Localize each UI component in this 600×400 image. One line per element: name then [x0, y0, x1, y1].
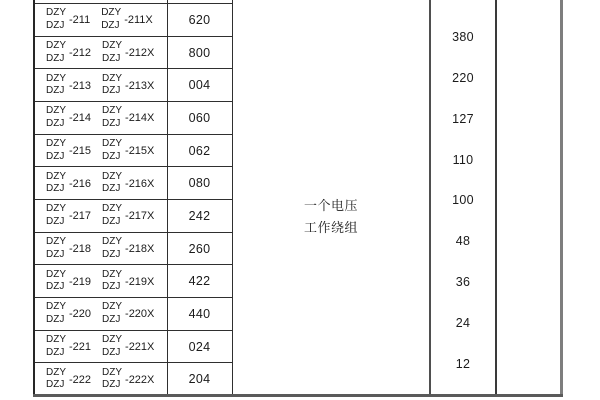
model-base — [46, 138, 91, 163]
model-prefix-bottom: DZJ — [46, 117, 65, 129]
voltage-value: 12 — [455, 357, 471, 372]
table-row — [35, 265, 232, 298]
voltage-value: 127 — [452, 111, 474, 126]
model-prefix-top: DZY — [46, 301, 66, 313]
model-base — [46, 236, 91, 261]
model-cell — [35, 167, 167, 199]
model-prefix-top: DZY — [102, 40, 123, 51]
table-row — [35, 4, 232, 37]
model-suffix-x: -221X — [125, 341, 155, 354]
model-suffix-x: -213X — [125, 79, 155, 92]
model-suffix: -220 — [69, 308, 92, 321]
model-suffix: -212 — [69, 47, 92, 59]
model-suffix: -217 — [69, 210, 92, 223]
model-prefix-top: DZY — [102, 301, 123, 313]
model-prefix-bottom: DZJ — [102, 183, 121, 195]
model-suffix: -219 — [69, 275, 92, 288]
table-border-right — [560, 0, 563, 396]
winding-label-line2: 工作绕组 — [303, 220, 358, 235]
model-prefix-top: DZY — [102, 72, 123, 84]
model-prefix-top: DZY — [46, 236, 66, 248]
code-cell: 080 — [188, 176, 211, 191]
model-x-variant — [102, 40, 154, 65]
code-cell: 062 — [188, 143, 211, 158]
model-prefix-bottom: DZJ — [46, 248, 65, 260]
model-x-variant — [102, 236, 154, 261]
model-suffix-x: -214X — [125, 112, 155, 125]
model-prefix-bottom: DZJ — [46, 19, 65, 31]
model-cell — [35, 102, 167, 134]
model-suffix-x: -222X — [125, 373, 155, 386]
model-x-variant — [102, 269, 154, 294]
model-base — [46, 105, 91, 130]
model-prefix-bottom: DZJ — [102, 281, 121, 293]
model-prefix-top: DZY — [102, 236, 123, 248]
table-row — [35, 102, 232, 135]
model-base — [46, 301, 91, 326]
model-prefix-top: DZY — [46, 40, 66, 51]
model-prefix-bottom: DZJ — [102, 346, 121, 358]
model-prefix-bottom: DZJ — [102, 248, 121, 260]
model-prefix-bottom: DZJ — [102, 313, 121, 325]
model-suffix: -218 — [69, 243, 92, 256]
model-x-variant — [102, 73, 154, 98]
code-cell: 800 — [188, 45, 211, 60]
model-cell — [35, 331, 167, 363]
model-x-variant — [102, 203, 154, 228]
model-prefix-bottom: DZJ — [102, 150, 121, 162]
model-x-variant — [102, 301, 154, 326]
model-prefix-bottom: DZJ — [46, 183, 65, 195]
model-base — [46, 7, 90, 32]
model-prefix-top: DZY — [46, 366, 66, 378]
model-suffix-x: -212X — [125, 47, 155, 59]
voltage-value: 36 — [455, 275, 471, 290]
model-prefix-bottom: DZJ — [102, 215, 121, 227]
model-prefix-top: DZY — [46, 268, 66, 280]
code-cell: 620 — [188, 12, 211, 27]
code-cell: 422 — [188, 274, 211, 289]
model-prefix-bottom: DZJ — [102, 117, 121, 129]
model-suffix-x: -211X — [124, 14, 153, 27]
model-cell — [35, 233, 167, 265]
model-suffix: -214 — [69, 112, 92, 125]
model-prefix-top: DZY — [102, 105, 123, 117]
model-base — [46, 73, 91, 98]
table-row — [35, 69, 232, 102]
model-cell — [35, 298, 167, 330]
model-prefix-bottom: DZJ — [101, 19, 120, 31]
code-cell: 440 — [188, 306, 211, 321]
model-suffix: -211 — [69, 14, 91, 27]
model-suffix: -213 — [69, 79, 92, 92]
model-prefix-bottom: DZJ — [102, 52, 121, 64]
voltage-value: 110 — [452, 152, 474, 167]
model-prefix-bottom: DZJ — [46, 379, 65, 391]
model-prefix-bottom: DZJ — [102, 85, 121, 97]
model-base — [46, 40, 91, 65]
table-row — [35, 135, 232, 168]
model-prefix-bottom: DZJ — [46, 346, 65, 358]
code-cell: 024 — [188, 339, 211, 354]
model-prefix-bottom: DZJ — [46, 150, 65, 162]
model-base — [46, 334, 91, 359]
model-prefix-top: DZY — [102, 334, 123, 346]
model-prefix-top: DZY — [46, 7, 66, 19]
model-prefix-top: DZY — [46, 203, 66, 215]
model-prefix-top: DZY — [46, 105, 66, 117]
model-prefix-bottom: DZJ — [46, 281, 65, 293]
winding-label-line1: 一个电压 — [303, 198, 358, 213]
model-x-variant — [102, 138, 154, 163]
table-row — [35, 200, 232, 233]
model-rows — [35, 3, 232, 395]
model-cell — [35, 363, 167, 395]
model-prefix-top: DZY — [46, 72, 66, 84]
model-suffix: -216 — [69, 177, 92, 190]
model-base — [46, 171, 91, 196]
model-cell — [35, 69, 167, 101]
model-prefix-top: DZY — [101, 7, 122, 19]
model-suffix-x: -218X — [125, 243, 155, 256]
table-row — [35, 167, 232, 200]
model-prefix-top: DZY — [46, 138, 66, 150]
model-x-variant — [102, 334, 154, 359]
model-cell — [35, 37, 167, 69]
model-cell — [35, 265, 167, 297]
code-cell: 242 — [188, 208, 211, 223]
code-cell: 204 — [188, 372, 211, 387]
model-prefix-top: DZY — [102, 268, 123, 280]
model-prefix-top: DZY — [102, 366, 123, 378]
voltage-value: 220 — [452, 70, 474, 85]
model-prefix-top: DZY — [102, 170, 123, 182]
model-suffix-x: -220X — [125, 308, 155, 321]
table-row — [35, 233, 232, 266]
model-base — [46, 269, 91, 294]
table-row — [35, 298, 232, 331]
model-prefix-top: DZY — [102, 138, 123, 150]
model-suffix-x: -219X — [125, 275, 155, 288]
model-prefix-bottom: DZJ — [46, 85, 65, 97]
voltage-column — [431, 7, 495, 394]
voltage-value: 380 — [452, 29, 474, 44]
voltage-value: 24 — [455, 316, 471, 331]
code-cell: 060 — [188, 110, 211, 125]
model-x-variant — [102, 367, 154, 392]
table-row — [35, 363, 232, 395]
model-base — [46, 203, 91, 228]
table-row — [35, 331, 232, 364]
model-x-variant — [101, 7, 153, 32]
voltage-value: 100 — [452, 193, 474, 208]
model-prefix-bottom: DZJ — [46, 215, 65, 227]
model-suffix-x: -215X — [125, 145, 155, 158]
model-x-variant — [102, 171, 154, 196]
model-prefix-bottom: DZJ — [46, 313, 65, 325]
model-prefix-top: DZY — [46, 170, 66, 182]
voltage-value: 48 — [455, 234, 471, 249]
model-prefix-top: DZY — [102, 203, 123, 215]
model-x-variant — [102, 105, 154, 130]
model-suffix-x: -216X — [125, 177, 155, 190]
model-suffix: -222 — [69, 373, 92, 386]
model-suffix: -215 — [69, 145, 92, 158]
model-prefix-bottom: DZJ — [102, 379, 121, 391]
empty-column — [497, 0, 560, 394]
model-prefix-top: DZY — [46, 334, 66, 346]
model-base — [46, 367, 91, 392]
model-prefix-bottom: DZJ — [46, 52, 65, 64]
model-suffix: -221 — [69, 341, 92, 354]
table-row — [35, 37, 232, 70]
model-cell — [35, 4, 167, 36]
model-suffix-x: -217X — [125, 210, 155, 223]
code-cell: 260 — [188, 241, 211, 256]
code-cell: 004 — [188, 78, 211, 93]
model-cell — [35, 200, 167, 232]
model-cell — [35, 135, 167, 167]
